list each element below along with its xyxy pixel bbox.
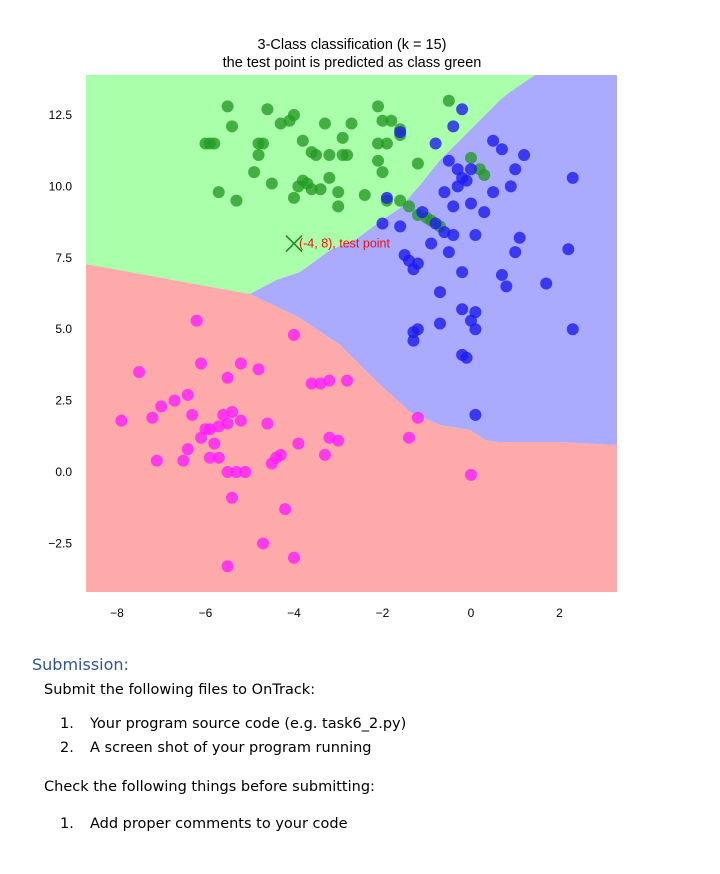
magenta-point xyxy=(155,400,167,412)
green-point xyxy=(222,100,234,112)
x-tick-label: 0 xyxy=(467,606,475,620)
magenta-point xyxy=(261,417,273,429)
blue-point xyxy=(469,229,481,241)
blue-point xyxy=(496,143,508,155)
y-tick-label: 5.0 xyxy=(55,322,72,337)
blue-point xyxy=(469,409,481,421)
green-point xyxy=(319,118,331,130)
x-tick-label: 2 xyxy=(556,606,563,620)
blue-point xyxy=(518,149,530,161)
magenta-point xyxy=(288,329,300,341)
green-point xyxy=(261,103,273,115)
green-point xyxy=(443,95,455,107)
y-axis-ticks xyxy=(48,108,72,550)
list-item xyxy=(60,740,406,764)
green-point xyxy=(478,169,490,181)
magenta-point xyxy=(213,452,225,464)
green-point xyxy=(208,138,220,150)
blue-point xyxy=(381,192,393,204)
green-point xyxy=(376,115,388,127)
list-item xyxy=(60,716,406,740)
list-text: Your program source code (e.g. task6_2.py) xyxy=(90,716,407,732)
blue-point xyxy=(509,163,521,175)
green-point xyxy=(346,118,358,130)
magenta-point xyxy=(235,357,247,369)
magenta-point xyxy=(151,455,163,467)
list-item xyxy=(60,816,348,832)
chart-title: 3-Class classification (k = 15) xyxy=(257,37,447,53)
green-point xyxy=(226,120,238,132)
list-text: Add proper comments to your code xyxy=(90,816,348,832)
magenta-point xyxy=(208,437,220,449)
blue-point xyxy=(416,206,428,218)
blue-point xyxy=(447,200,459,212)
y-tick-label: 12.5 xyxy=(48,107,72,122)
green-point xyxy=(337,132,349,144)
green-point xyxy=(297,135,309,147)
green-point xyxy=(253,149,265,161)
x-tick-label: −2 xyxy=(375,606,390,620)
magenta-point xyxy=(253,363,265,375)
blue-point xyxy=(430,138,442,150)
y-tick-label: 2.5 xyxy=(55,393,72,408)
blue-point xyxy=(438,186,450,198)
magenta-point xyxy=(222,466,234,478)
magenta-point xyxy=(191,315,203,327)
magenta-point xyxy=(222,417,234,429)
magenta-point xyxy=(292,437,304,449)
submit-intro: Submit the following files to OnTrack: xyxy=(44,682,316,698)
submit-list xyxy=(60,716,406,764)
blue-point xyxy=(447,229,459,241)
magenta-point xyxy=(412,412,424,424)
check-intro: Check the following things before submitting: xyxy=(44,779,375,795)
green-point xyxy=(266,178,278,190)
blue-point xyxy=(456,266,468,278)
blue-point xyxy=(456,303,468,315)
blue-point xyxy=(496,269,508,281)
blue-point xyxy=(567,172,579,184)
blue-point xyxy=(430,218,442,230)
blue-point xyxy=(500,280,512,292)
blue-point xyxy=(434,318,446,330)
blue-point xyxy=(509,246,521,258)
blue-point xyxy=(567,323,579,335)
magenta-point xyxy=(257,537,269,549)
blue-point xyxy=(443,155,455,167)
y-tick-label: 0.0 xyxy=(55,465,72,480)
magenta-point xyxy=(186,409,198,421)
blue-point xyxy=(540,278,552,290)
x-tick-label: −6 xyxy=(198,606,213,620)
magenta-point xyxy=(235,415,247,427)
magenta-point xyxy=(169,395,181,407)
magenta-point xyxy=(195,432,207,444)
test-point xyxy=(286,236,391,252)
green-point xyxy=(372,100,384,112)
blue-point xyxy=(412,323,424,335)
magenta-point xyxy=(226,492,238,504)
blue-point xyxy=(461,352,473,364)
blue-point xyxy=(394,126,406,138)
blue-point xyxy=(447,120,459,132)
magenta-point xyxy=(319,449,331,461)
green-point xyxy=(359,189,371,201)
blue-point xyxy=(456,103,468,115)
x-axis-ticks xyxy=(110,606,563,620)
magenta-point xyxy=(288,552,300,564)
blue-point xyxy=(425,238,437,250)
blue-point xyxy=(478,206,490,218)
green-point xyxy=(288,109,300,121)
check-list xyxy=(60,816,348,832)
green-point xyxy=(213,186,225,198)
x-tick-label: −4 xyxy=(287,606,301,620)
magenta-point xyxy=(177,455,189,467)
magenta-point xyxy=(133,366,145,378)
magenta-point xyxy=(226,406,238,418)
green-point xyxy=(372,155,384,167)
green-point xyxy=(230,195,242,207)
green-point xyxy=(412,158,424,170)
green-point xyxy=(288,192,300,204)
green-point xyxy=(257,138,269,150)
blue-point xyxy=(469,306,481,318)
magenta-point xyxy=(115,415,127,427)
magenta-point xyxy=(182,389,194,401)
green-point xyxy=(381,138,393,150)
magenta-point xyxy=(465,469,477,481)
magenta-point xyxy=(222,560,234,572)
green-point xyxy=(248,166,260,178)
blue-point xyxy=(434,286,446,298)
blue-point xyxy=(562,243,574,255)
magenta-point xyxy=(323,375,335,387)
green-point xyxy=(403,200,415,212)
test-point-label: (-4, 8), test point xyxy=(298,236,390,251)
magenta-point xyxy=(239,466,251,478)
blue-point xyxy=(394,220,406,232)
list-number: 2. xyxy=(60,740,74,756)
green-point xyxy=(332,200,344,212)
x-tick-label: −8 xyxy=(110,606,124,620)
y-tick-label: 7.5 xyxy=(55,250,72,265)
blue-point xyxy=(505,180,517,192)
magenta-point xyxy=(279,503,291,515)
green-point xyxy=(341,149,353,161)
magenta-point xyxy=(182,443,194,455)
green-point xyxy=(465,152,477,164)
blue-point xyxy=(514,232,526,244)
y-tick-label: −2.5 xyxy=(48,536,72,551)
green-point xyxy=(323,149,335,161)
blue-point xyxy=(407,335,419,347)
magenta-point xyxy=(403,432,415,444)
blue-point xyxy=(465,163,477,175)
magenta-point xyxy=(275,449,287,461)
blue-point xyxy=(452,180,464,192)
blue-point xyxy=(443,246,455,258)
chart-subtitle: the test point is predicted as class green xyxy=(222,55,482,71)
blue-point xyxy=(407,263,419,275)
green-point xyxy=(376,166,388,178)
green-point xyxy=(306,146,318,158)
green-point xyxy=(323,172,335,184)
y-tick-label: 10.0 xyxy=(48,179,72,194)
list-number: 1. xyxy=(60,716,74,732)
magenta-point xyxy=(195,357,207,369)
list-text: A screen shot of your program running xyxy=(90,740,372,756)
list-number: 1. xyxy=(60,816,74,832)
green-point xyxy=(332,186,344,198)
blue-point xyxy=(487,135,499,147)
blue-point xyxy=(376,218,388,230)
submission-heading: Submission: xyxy=(32,655,129,674)
blue-point xyxy=(469,323,481,335)
magenta-point xyxy=(332,435,344,447)
blue-point xyxy=(487,186,499,198)
blue-point xyxy=(465,198,477,210)
green-point xyxy=(315,183,327,195)
magenta-point xyxy=(146,412,158,424)
magenta-point xyxy=(341,375,353,387)
magenta-point xyxy=(222,372,234,384)
